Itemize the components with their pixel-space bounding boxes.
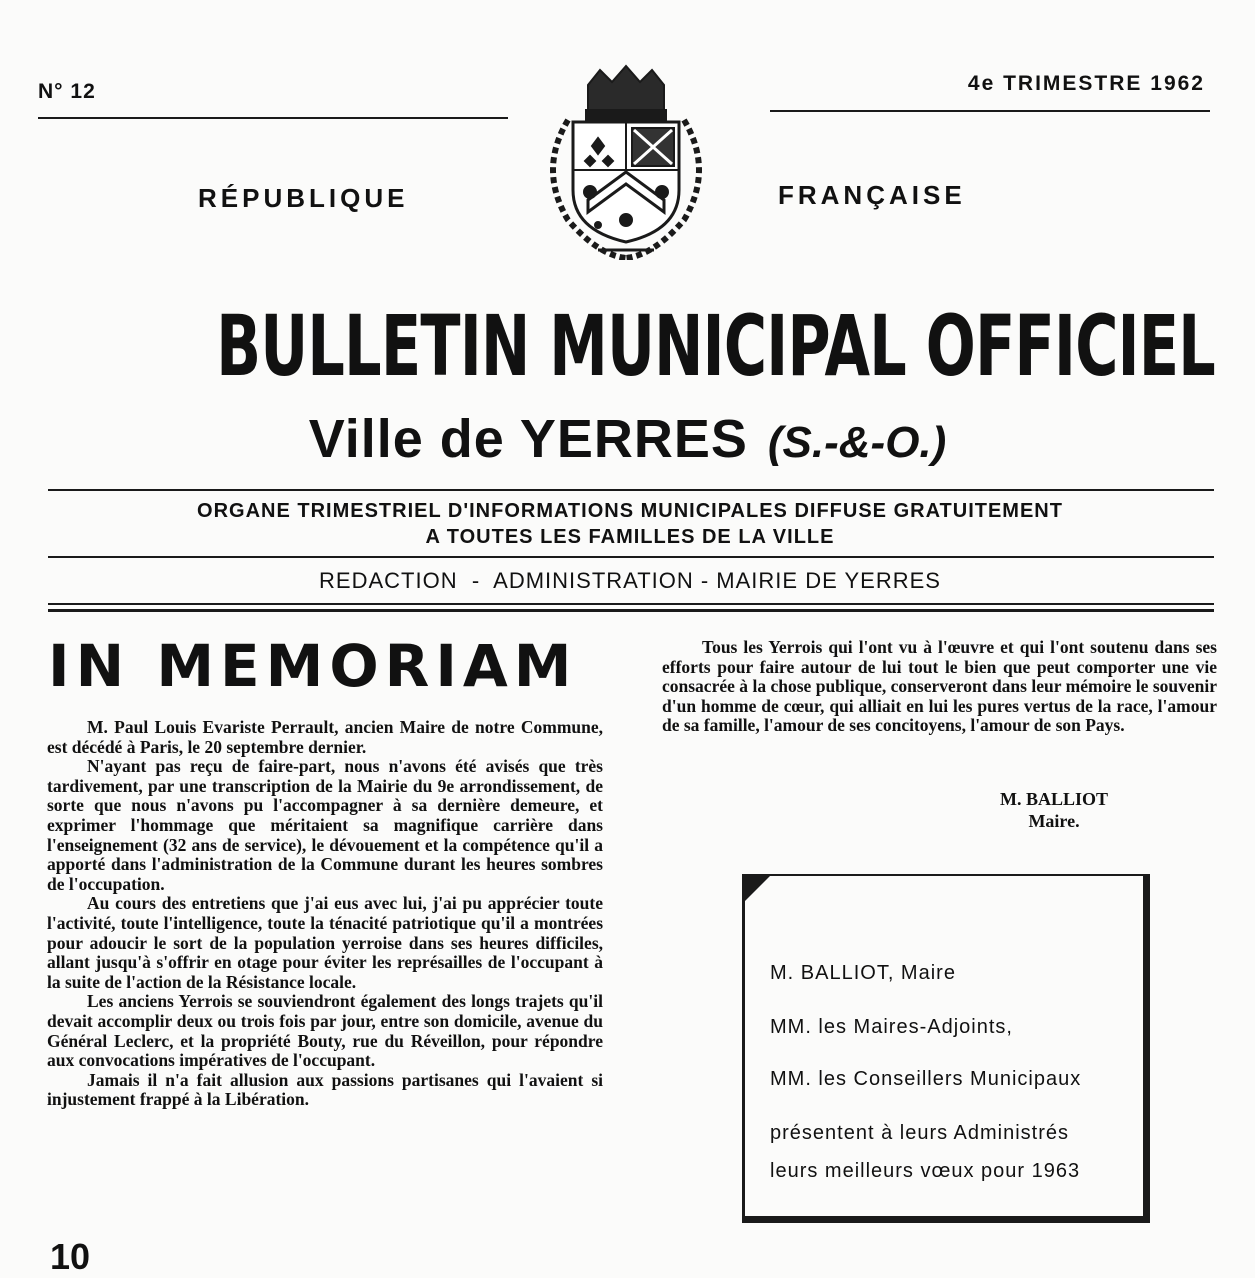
bulletin-title: BULLETIN MUNICIPAL OFFICIEL xyxy=(216,297,1216,395)
greeting-line-voeux: leurs meilleurs vœux pour 1963 xyxy=(770,1160,1081,1182)
departement-label: (S.-&-O.) xyxy=(767,418,947,467)
article-paragraph: N'ayant pas reçu de faire-part, nous n'avons été avisés que très tardivement, par une transcription de la Mairie du 9e arrondissement, de sorte que nous n'avons pu l'accompagner à sa dernière demeure, et exprimer l'hommage que méritaient sa magnifique carrière dans l'enseignement (32 ans de service), le dévouement et la compétence qu'il a apporté dans l'administration de la Commune durant les heures sombres de l'occupation. xyxy=(47,756,603,894)
greeting-line-mayor: M. BALLIOT, Maire xyxy=(770,962,956,984)
issue-number: N° 12 xyxy=(38,80,96,103)
redaction-line: REDACTION - ADMINISTRATION - MAIRIE DE YERRES xyxy=(319,568,941,593)
signature xyxy=(1000,788,1108,832)
page-number: 10 xyxy=(50,1236,91,1277)
rule xyxy=(48,603,1214,605)
greeting-line-presentent: présentent à leurs Administrés xyxy=(770,1122,1070,1144)
rule xyxy=(48,489,1214,491)
rule-double xyxy=(48,609,1214,612)
organe-line-1: ORGANE TRIMESTRIEL D'INFORMATIONS MUNICIPALES DIFFUSE GRATUITEMENT xyxy=(197,500,1063,522)
article-paragraph: Jamais il n'a fait allusion aux passions partisanes qui l'avaient si injustement frappé à la Libération. xyxy=(47,1069,603,1110)
republique-label: RÉPUBLIQUE xyxy=(198,183,409,213)
ville-name: Ville de YERRES xyxy=(308,409,748,469)
greeting-box xyxy=(742,874,1150,1223)
organe-description xyxy=(60,498,1200,550)
article-paragraph: M. Paul Louis Evariste Perrault, ancien Maire de notre Commune, est décédé à Paris, le 20 septembre dernier. xyxy=(47,717,603,757)
francaise-label: FRANÇAISE xyxy=(778,180,966,210)
rule xyxy=(48,556,1214,558)
organe-line-2: A TOUTES LES FAMILLES DE LA VILLE xyxy=(425,526,835,548)
signature-title: Maire. xyxy=(1028,811,1080,831)
quarter-label: 4e TRIMESTRE 1962 xyxy=(967,72,1205,95)
top-rule-left xyxy=(38,117,508,119)
article-paragraph: Les anciens Yerrois se souviendront également des longs trajets qu'il devait accomplir deux ou trois fois par jour, entre son domicile, avenue du Général Leclerc, et la propriété Bouty, rue du Réveillon, pour répondre aux convocations impératives de l'occupant. xyxy=(47,991,603,1071)
article-right-column xyxy=(662,638,1217,736)
article-heading: IN MEMORIAM xyxy=(48,632,578,700)
article-right-paragraph: Tous les Yerrois qui l'ont vu à l'œuvre et qui l'ont soutenu dans ses efforts pour faire autour de lui tout le bien que peut comporter une vie consacrée à la chose publique, conserveront dans leur mémoire le souvenir d'un homme de cœur, qui alliait en lui les pures vertus de la race, l'amour de sa famille, l'amour de ses concitoyens, l'amour de son Pays. xyxy=(662,637,1217,736)
greeting-line-adjoints: MM. les Maires-Adjoints, xyxy=(770,1016,1013,1038)
top-rule-right xyxy=(770,110,1210,112)
article-left-column xyxy=(47,718,603,1110)
box-corner-mark xyxy=(742,874,772,904)
ville-title xyxy=(0,408,1255,470)
coat-of-arms-emblem xyxy=(528,60,724,260)
signature-name: M. BALLIOT xyxy=(1000,789,1109,809)
article-paragraph: Au cours des entretiens que j'ai eus avec lui, j'ai pu apprécier toute l'activité, toute l'intelligence, toute la ténacité patriotique qu'il a montrées pour adoucir le sort de la population yerroise dans ses heures difficiles, allant jusqu'à s'offrir en otage pour éviter les représailles de l'occupant à la suite de l'action de la Résistance locale. xyxy=(47,893,603,992)
greeting-line-conseillers: MM. les Conseillers Municipaux xyxy=(770,1068,1082,1090)
